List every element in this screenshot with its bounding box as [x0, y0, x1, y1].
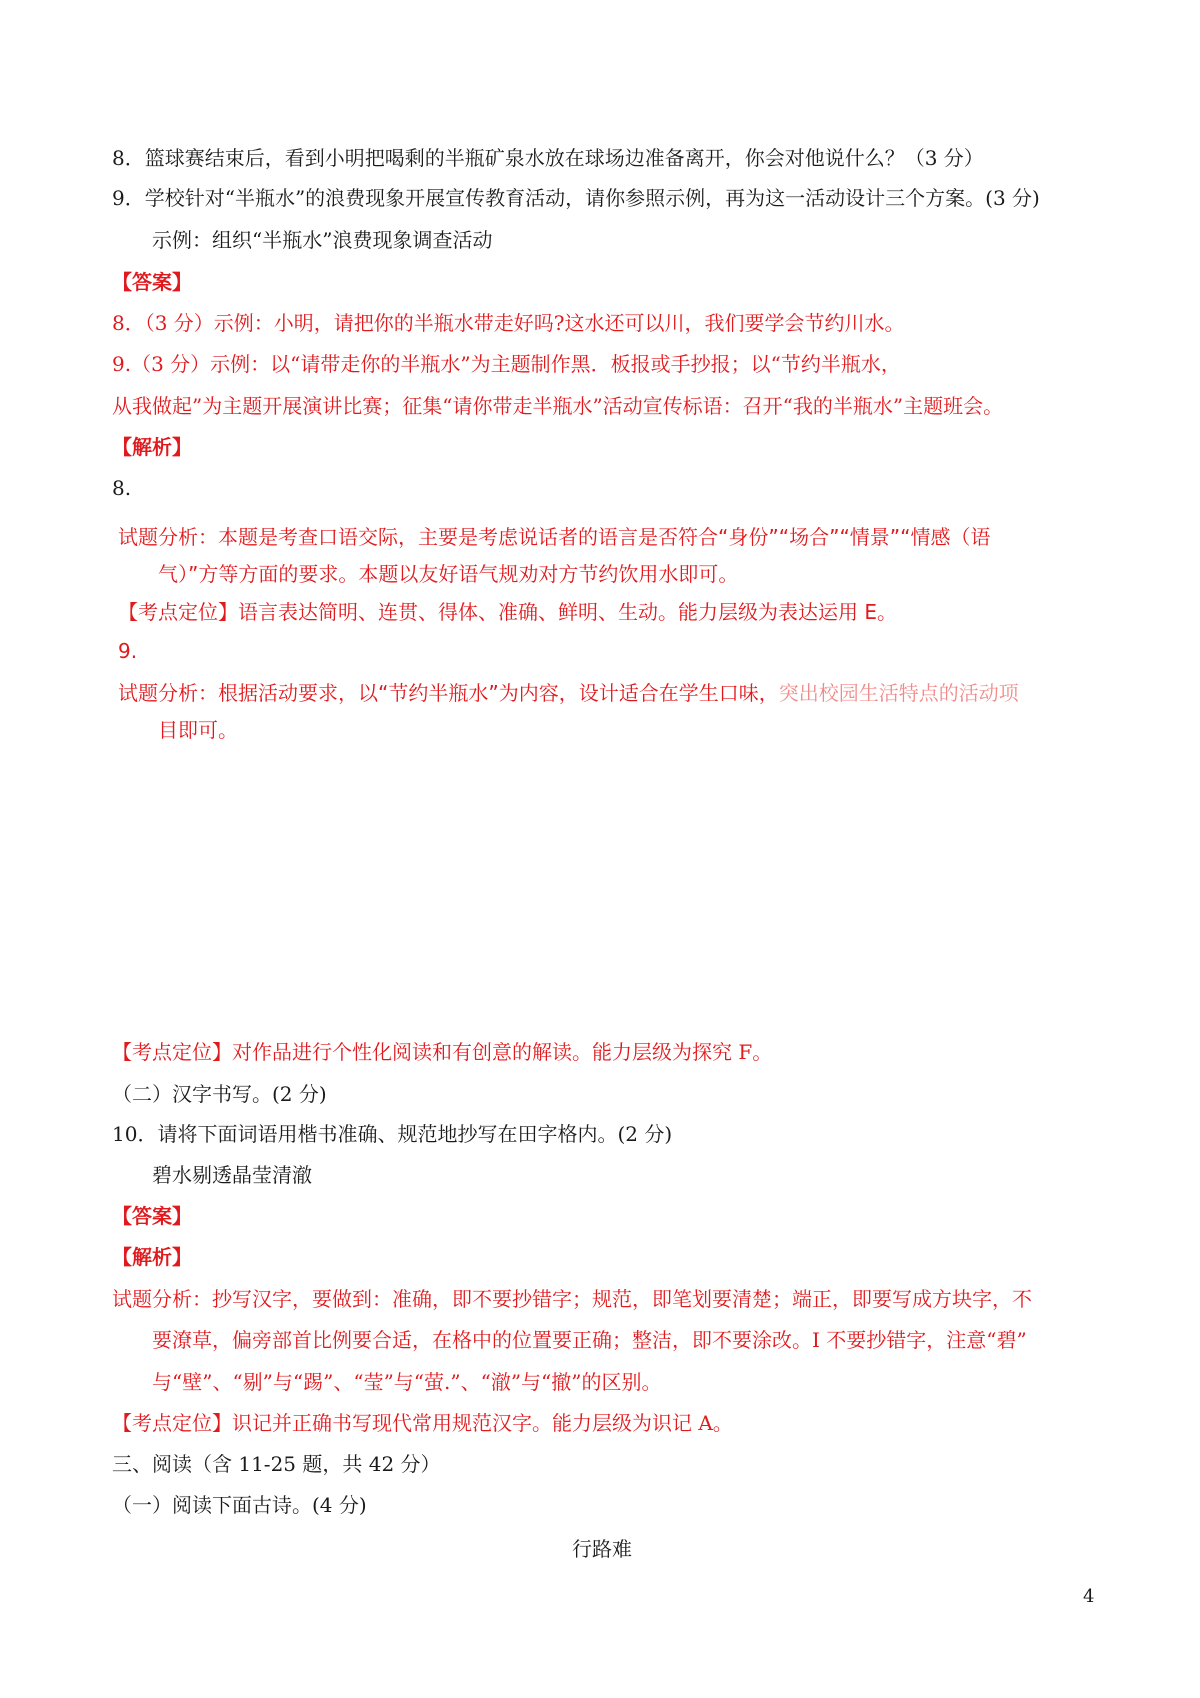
- section-3-heading: 三、阅读（含 11-25 题，共 42 分）: [112, 1452, 441, 1476]
- analysis-8-number: 8.: [112, 476, 132, 500]
- analysis-9-line1-main: 试题分析：根据活动要求，以“节约半瓶水”为内容，设计适合在学生口味，: [118, 681, 779, 705]
- answer-9-line2: 从我做起”为主题开展演讲比赛；征集“请你带走半瓶水”活动宣传标语：召开“我的半瓶水”主题班会。: [112, 394, 1004, 418]
- question-8: 8．篮球赛结束后，看到小明把喝剩的半瓶矿泉水放在球场边准备离开，你会对他说什么？（3 分）: [112, 146, 984, 170]
- analysis-8-line1: 试题分析：本题是考查口语交际，主要是考虑说话者的语言是否符合“身份”“场合”“情景”“情感（语: [118, 525, 991, 549]
- analysis-8-point: 【考点定位】语言表达简明、连贯、得体、准确、鲜明、生动。能力层级为表达运用 E。: [118, 600, 897, 624]
- question-10-words: 碧水剔透晶莹清澈: [152, 1163, 312, 1187]
- question-10: 10．请将下面词语用楷书准确、规范地抄写在田字格内。(2 分): [112, 1122, 673, 1146]
- analysis-10-point: 【考点定位】识记并正确书写现代常用规范汉字。能力层级为识记 A。: [112, 1411, 733, 1435]
- analysis-9-number: 9.: [118, 639, 138, 663]
- poem-title: 行路难: [572, 1537, 632, 1561]
- analysis-9-line2: 目即可。: [158, 718, 238, 742]
- answer-label-2: 【答案】: [112, 1204, 192, 1228]
- answer-label: 【答案】: [112, 270, 192, 294]
- analysis-label: 【解析】: [112, 435, 192, 459]
- analysis-10-line1: 试题分析：抄写汉字，要做到：准确，即不要抄错字；规范，即笔划要清楚；端正，即要写成方块字，不: [112, 1287, 1032, 1311]
- previous-point: 【考点定位】对作品进行个性化阅读和有创意的解读。能力层级为探究 F。: [112, 1040, 773, 1064]
- analysis-10-line3: 与“壁”、“剔”与“踢”、“莹”与“萤.”、“澈”与“撤”的区别。: [152, 1370, 662, 1394]
- question-9-example: 示例：组织“半瓶水”浪费现象调查活动: [152, 228, 493, 252]
- answer-8: 8．（3 分）示例：小明，请把你的半瓶水带走好吗?这水还可以川，我们要学会节约川水。: [112, 311, 905, 335]
- analysis-9-line1: [118, 680, 1019, 706]
- page-number: 4: [1083, 1586, 1095, 1607]
- analysis-label-2: 【解析】: [112, 1245, 192, 1269]
- section-2-heading: （二）汉字书写。(2 分): [112, 1082, 327, 1106]
- analysis-10-line2: 要潦草，偏旁部首比例要合适，在格中的位置要正确；整洁，即不要涂改。I 不要抄错字，注意“碧”: [152, 1328, 1027, 1352]
- analysis-8-line2: 气）”方等方面的要求。本题以友好语气规劝对方节约饮用水即可。: [158, 562, 739, 586]
- section-3-1-heading: （一）阅读下面古诗。(4 分): [112, 1493, 367, 1517]
- question-9: 9．学校针对“半瓶水”的浪费现象开展宣传教育活动，请你参照示例，再为这一活动设计三个方案。(3 分): [112, 186, 1040, 210]
- answer-9-line1: 9.（3 分）示例：以“请带走你的半瓶水”为主题制作黑．板报或手抄报；以“节约半瓶水，: [112, 352, 901, 376]
- analysis-9-line1-faded: 突出校园生活特点的活动项: [778, 681, 1019, 705]
